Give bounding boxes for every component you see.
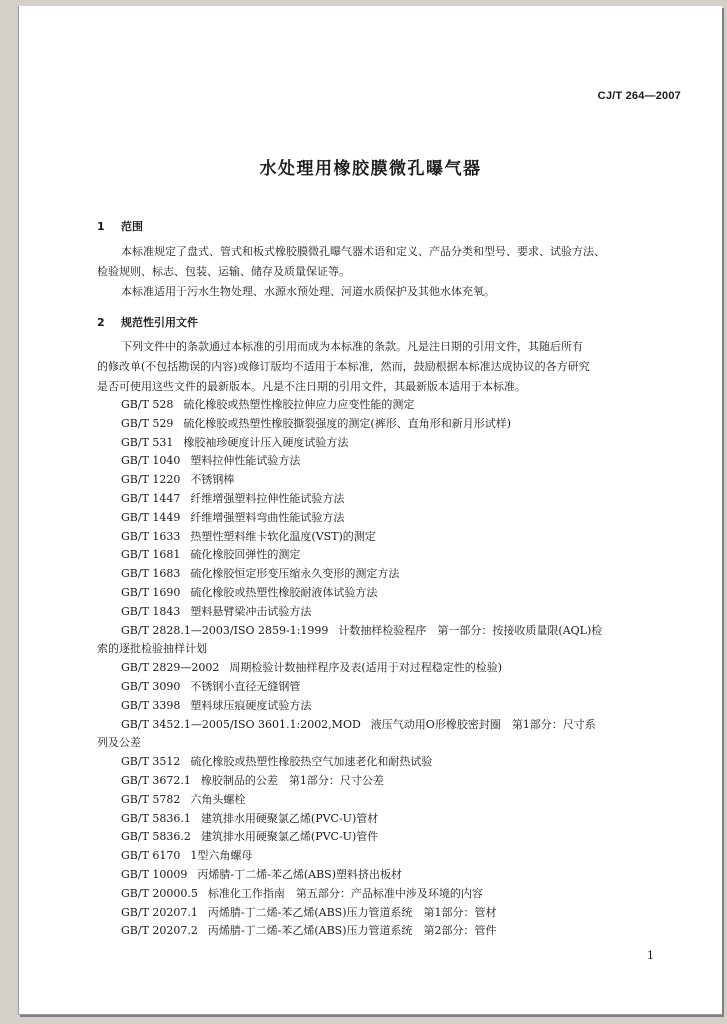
reference-title: 橡胶制品的公差 第1部分：尺寸公差: [200, 773, 384, 787]
reference-code: GB/T 5836.1: [121, 811, 191, 825]
reference-item: [97, 922, 691, 941]
reference-title: 纤维增强塑料弯曲性能试验方法: [190, 510, 345, 524]
reference-item: [97, 528, 691, 547]
reference-list: [97, 396, 691, 941]
reference-title: 建筑排水用硬聚氯乙烯(PVC-U)管件: [200, 830, 379, 844]
reference-code: GB/T 20207.1: [121, 905, 198, 919]
reference-item: [97, 603, 691, 622]
reference-item: [97, 772, 691, 791]
reference-item: [97, 810, 691, 829]
reference-item: [97, 622, 691, 641]
reference-code: GB/T 3672.1: [121, 773, 191, 787]
reference-item: [97, 490, 691, 509]
reference-item: [97, 565, 691, 584]
section-number: 1: [97, 220, 105, 233]
reference-continuation: 列及公差: [97, 736, 141, 750]
reference-code: GB/T 1681: [121, 548, 181, 562]
reference-code: GB/T 528: [121, 398, 174, 411]
reference-code: GB/T 5836.2: [121, 830, 191, 844]
reference-title: 硫化橡胶或热塑性橡胶拉伸应力应变性能的测定: [183, 398, 415, 411]
reference-title: 塑料球压痕硬度试验方法: [190, 698, 312, 712]
section-number: 2: [97, 316, 105, 329]
reference-title: 丙烯腈-丁二烯-苯乙烯(ABS)压力管道系统 第2部分：管件: [207, 924, 497, 938]
document-page: [18, 6, 722, 1015]
reference-item: [97, 697, 691, 716]
reference-title: 丙烯腈-丁二烯-苯乙烯(ABS)压力管道系统 第1部分：管材: [207, 905, 497, 919]
reference-code: GB/T 2828.1—2003/ISO 2859-1:1999: [121, 623, 329, 637]
reference-title: 1型六角螺母: [190, 849, 253, 863]
reference-code: GB/T 3512: [121, 755, 181, 769]
section-title: 范围: [121, 220, 143, 233]
reference-title: 热塑性塑料维卡软化温度(VST)的测定: [190, 529, 376, 543]
reference-code: GB/T 20207.2: [121, 924, 198, 938]
reference-code: GB/T 1449: [121, 510, 181, 524]
reference-item: [97, 866, 691, 885]
reference-continuation: 索的逐批检验抽样计划: [97, 642, 207, 656]
reference-item: [97, 546, 691, 565]
reference-item: [97, 716, 691, 735]
reference-title: 硫化橡胶或热塑性橡胶热空气加速老化和耐热试验: [190, 755, 433, 769]
reference-item: [97, 584, 691, 603]
reference-title: 硫化橡胶或热塑性橡胶撕裂强度的测定(裤形、直角形和新月形试样): [183, 416, 511, 430]
reference-code: GB/T 529: [121, 416, 174, 430]
reference-item: [97, 434, 691, 453]
section-heading-normative-references: [97, 314, 198, 330]
reference-item: [97, 847, 691, 866]
document-title: 水处理用橡胶膜微孔曝气器: [259, 159, 482, 179]
reference-code: GB/T 1843: [121, 604, 181, 618]
reference-item: [97, 828, 691, 847]
reference-title: 丙烯腈-丁二烯-苯乙烯(ABS)塑料挤出板材: [197, 867, 402, 881]
reference-title: 标准化工作指南 第五部分：产品标准中涉及环境的内容: [207, 886, 483, 900]
paragraph-line: 是否可使用这些文件的最新版本。凡是不注日期的引用文件，其最新版本适用于本标准。: [97, 380, 526, 393]
reference-item: [97, 678, 691, 697]
reference-item: [97, 509, 691, 528]
reference-item: [97, 791, 691, 810]
reference-code: GB/T 2829—2002: [121, 661, 220, 675]
reference-code: GB/T 5782: [121, 792, 181, 806]
reference-code: GB/T 531: [121, 435, 174, 449]
reference-item: [97, 396, 691, 415]
reference-code: GB/T 1447: [121, 491, 181, 505]
reference-title: 周期检验计数抽样程序及表(适用于对过程稳定性的检验): [229, 661, 502, 675]
reference-item: [97, 452, 691, 471]
reference-title: 液压气动用O形橡胶密封圈 第1部分：尺寸系: [370, 717, 596, 731]
reference-title: 橡胶袖珍硬度计压入硬度试验方法: [183, 435, 349, 449]
reference-code: GB/T 10009: [121, 867, 188, 881]
reference-code: GB/T 3452.1—2005/ISO 3601.1:2002,MOD: [121, 717, 361, 731]
reference-code: GB/T 3398: [121, 698, 181, 712]
reference-item: [97, 415, 691, 434]
standard-code: CJ/T 264—2007: [597, 90, 681, 102]
reference-title: 纤维增强塑料拉伸性能试验方法: [190, 491, 345, 505]
reference-title: 不锈钢小直径无缝钢管: [190, 679, 301, 693]
paragraph-line: 的修改单(不包括勘误的内容)或修订版均不适用于本标准，然而，鼓励根据本标准达成协议的各方研究: [97, 360, 590, 373]
reference-title: 塑料悬臂梁冲击试验方法: [190, 604, 312, 618]
reference-item: [97, 471, 691, 490]
reference-code: GB/T 1683: [121, 567, 181, 581]
reference-item: [97, 753, 691, 772]
references-intro-paragraph: [97, 337, 691, 397]
reference-code: GB/T 20000.5: [121, 886, 198, 900]
reference-code: GB/T 1690: [121, 585, 181, 599]
paragraph-line: 本标准适用于污水生物处理、水源水预处理、河道水质保护及其他水体充氧。: [121, 285, 495, 298]
reference-title: 硫化橡胶恒定形变压缩永久变形的测定方法: [190, 567, 400, 581]
scope-paragraph: [97, 242, 691, 302]
section-heading-scope: [97, 218, 143, 234]
paragraph-line: 检验规则、标志、包装、运输、储存及质量保证等。: [97, 265, 350, 278]
reference-title: 硫化橡胶或热塑性橡胶耐液体试验方法: [190, 585, 378, 599]
reference-code: GB/T 1220: [121, 473, 181, 487]
reference-code: GB/T 1633: [121, 529, 181, 543]
page-number: 1: [647, 949, 654, 962]
reference-code: GB/T 6170: [121, 849, 181, 863]
reference-title: 不锈钢棒: [190, 473, 235, 487]
reference-item: [97, 885, 691, 904]
reference-code: GB/T 1040: [121, 454, 181, 468]
reference-title: 六角头螺栓: [190, 792, 246, 806]
reference-title: 计数抽样检验程序 第一部分：按接收质量限(AQL)检: [338, 623, 603, 637]
reference-title: 建筑排水用硬聚氯乙烯(PVC-U)管材: [200, 811, 379, 825]
reference-item: [97, 659, 691, 678]
paragraph-line: 本标准规定了盘式、管式和板式橡胶膜微孔曝气器术语和定义、产品分类和型号、要求、试验方法、: [121, 245, 605, 258]
paragraph-line: 下列文件中的条款通过本标准的引用而成为本标准的条款。凡是注日期的引用文件，其随后所有: [121, 340, 583, 353]
section-title: 规范性引用文件: [121, 316, 198, 329]
reference-item: [97, 904, 691, 923]
reference-title: 塑料拉伸性能试验方法: [190, 454, 301, 468]
reference-title: 硫化橡胶回弹性的测定: [190, 548, 301, 562]
reference-code: GB/T 3090: [121, 679, 181, 693]
